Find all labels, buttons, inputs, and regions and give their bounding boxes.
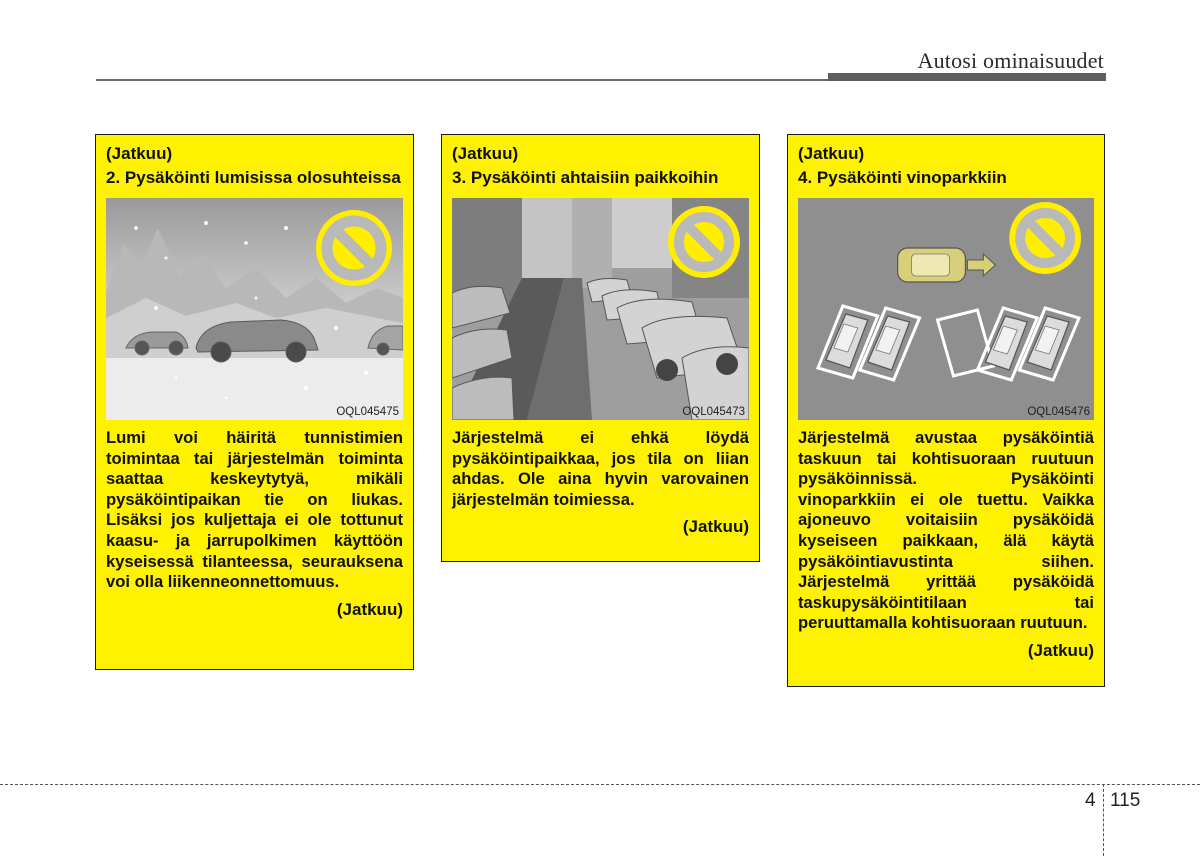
box-paragraph: Järjestelmä avustaa pysäköintiä taskuun tai kohtisuoraan ruutuun pysäköinnissä. Pysäköinti vinoparkkiin ei ole tuettu. Vaikka ajoneuvo voitaisiin pysäköidä kyseiseen paikkaan, älä käytä pysäköintiavustinta siihen. Järjestelmä yrittää pysäköidä taskupysäköintitilaan tai peruuttamalla kohtisuoraan ruutuun. — [798, 428, 1094, 633]
figure-code: OQL045475 — [336, 406, 399, 418]
car-icon — [898, 248, 966, 282]
section-heading: 2. Pysäköinti lumisissa olosuhteissa — [106, 168, 401, 187]
warning-box-snow — [95, 134, 414, 670]
box-paragraph: Järjestelmä ei ehkä löydä pysäköintipaikkaa, jos tila on liian ahdas. Ole aina hyvin varovainen järjestelmän toimiessa. — [452, 428, 749, 509]
header-rule-accent — [828, 73, 1106, 81]
prohibition-icon — [1009, 202, 1081, 274]
prohibition-icon — [668, 206, 740, 278]
page-number: 115 — [1110, 790, 1141, 811]
continued-end-label: (Jatkuu) — [1027, 640, 1094, 660]
box-paragraph: Lumi voi häiritä tunnistimien toimintaa tai järjestelmän toiminta saattaa keskeytytyä, mikäli pysäköintipaikan tie on liukas. Lisäksi jos kuljettaja ei ole tottunut kaasu- ja jarrupolkimen käyttöön kyseisessä tilanteessa, seurauksena voi olla liikenneonnettomuus. — [106, 428, 403, 592]
narrow-parking-illustration — [452, 198, 749, 420]
figure-code: OQL045476 — [1027, 406, 1090, 418]
diagonal-parking-illustration — [798, 198, 1094, 420]
footer-rule — [0, 784, 1200, 785]
section-heading: 3. Pysäköinti ahtaisiin paikkoihin — [452, 168, 719, 187]
continued-end-label: (Jatkuu) — [682, 517, 749, 537]
section-heading: 4. Pysäköinti vinoparkkiin — [798, 168, 1007, 187]
footer-divider — [1103, 784, 1104, 856]
figure-code: OQL045473 — [682, 406, 745, 418]
continued-label: (Jatkuu) — [452, 144, 519, 163]
chapter-number: 4 — [1085, 790, 1096, 811]
snow-parking-illustration — [106, 198, 403, 420]
continued-end-label: (Jatkuu) — [336, 599, 403, 619]
continued-label: (Jatkuu) — [798, 144, 865, 163]
warning-box-diagonal — [787, 134, 1105, 687]
warning-box-narrow — [441, 134, 760, 562]
header-title: Autosi ominaisuudet — [917, 48, 1104, 73]
continued-label: (Jatkuu) — [106, 144, 173, 163]
prohibition-icon — [316, 210, 392, 286]
